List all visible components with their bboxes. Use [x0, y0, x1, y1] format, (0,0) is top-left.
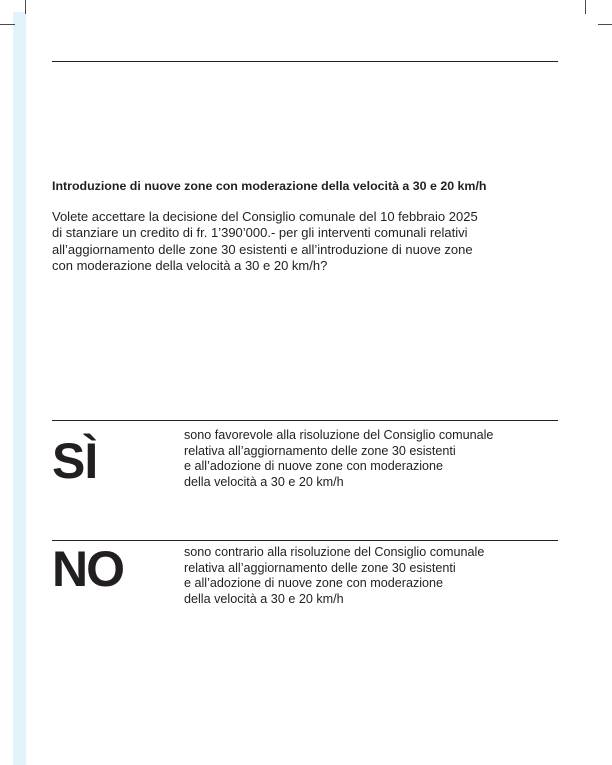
question-text-line: con moderazione della velocità a 30 e 20 km/h? — [52, 257, 328, 273]
answer-si-label: SÌ — [52, 433, 98, 489]
answer-si-line: della velocità a 30 e 20 km/h — [184, 474, 344, 489]
left-margin-strip — [13, 12, 26, 765]
answer-si-line: relativa all’aggiornamento delle zone 30 esistenti — [184, 443, 456, 458]
answer-no-line: della velocità a 30 e 20 km/h — [184, 591, 344, 606]
answer-no-divider — [52, 540, 558, 541]
question-text-line: di stanziare un credito di fr. 1’390’000.- per gli interventi comunali relativi — [52, 225, 468, 241]
crop-mark-top-left-vertical — [25, 0, 26, 14]
answer-si-divider — [52, 420, 558, 421]
crop-mark-top-right-vertical — [585, 0, 586, 14]
question-text-line: all’aggiornamento delle zone 30 esistenti e all’introduzione di nuove zone — [52, 241, 473, 257]
answer-no-line: e all’adozione di nuove zone con moderazione — [184, 576, 444, 591]
answer-si-line: sono favorevole alla risoluzione del Consiglio comunale — [184, 428, 494, 442]
crop-mark-top-right-horizontal — [598, 24, 612, 25]
question-text-line: Volete accettare la decisione del Consiglio comunale del 10 febbraio 2025 — [52, 209, 478, 224]
answer-si-description — [184, 428, 564, 490]
answer-no-line: relativa all’aggiornamento delle zone 30 esistenti — [184, 560, 456, 575]
answer-no-line: sono contrario alla risoluzione del Consiglio comunale — [184, 545, 485, 559]
answer-no-label: NO — [52, 541, 123, 597]
crop-mark-top-left-horizontal — [0, 24, 15, 25]
question-text — [52, 209, 562, 274]
top-divider — [52, 61, 558, 62]
answer-no-description — [184, 545, 564, 607]
question-title: Introduzione di nuove zone con moderazione della velocità a 30 e 20 km/h — [52, 179, 487, 193]
answer-si-line: e all’adozione di nuove zone con moderazione — [184, 459, 444, 474]
